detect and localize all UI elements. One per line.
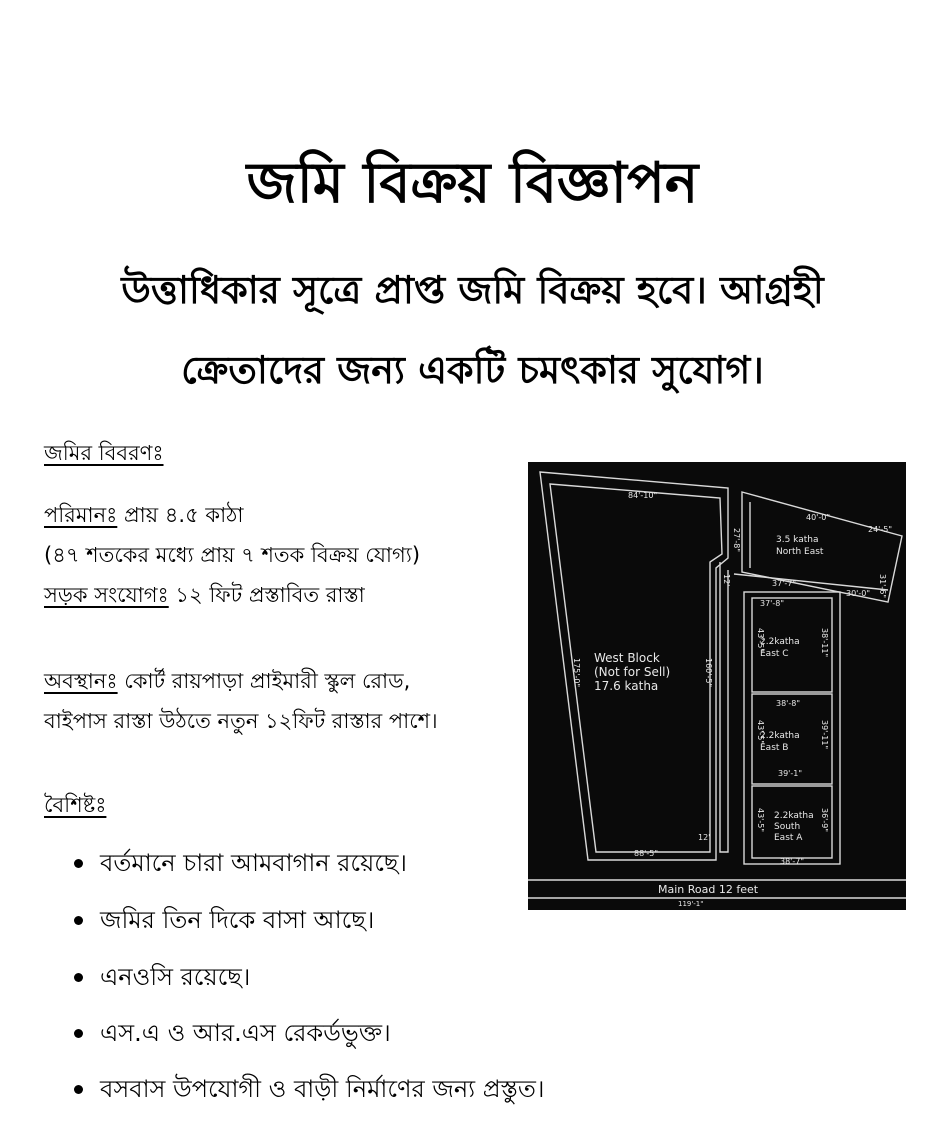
dim-c-top: 37'-8" (760, 599, 785, 608)
east-b-area: 2.2katha (760, 731, 800, 741)
east-c-name: East C (760, 649, 789, 659)
location-row (44, 666, 410, 696)
west-block-area: 17.6 katha (594, 679, 659, 693)
dim-west-bottom: 88'-5" (634, 849, 659, 858)
dim-passage-width: 12' (722, 574, 731, 587)
road-value: ১২ ফিট প্রস্তাবিত রাস্তা (175, 583, 365, 607)
dim-ne-bottom-right: 30'-0" (846, 589, 871, 598)
dim-passage-width-bottom: 12' (698, 833, 711, 842)
area-value: প্রায় ৪.৫ কাঠা (123, 503, 244, 527)
details-heading: জমির বিবরণঃ (44, 441, 164, 465)
page-title: জমি বিক্রয় বিজ্ঞাপন (246, 151, 699, 216)
plot-map (528, 462, 906, 910)
dim-a-top: 39'-1" (778, 769, 803, 778)
road-row (44, 580, 365, 610)
south-east-a-line3: East A (774, 833, 803, 843)
dim-ne-side: 31'-6" (878, 574, 887, 599)
area-label: পরিমানঃ (44, 503, 118, 527)
feature-item: জমির তিন দিকে বাসা আছে। (74, 903, 374, 937)
subtitle-line-2: ক্রেতাদের জন্য একটি চমৎকার সুযোগ। (181, 348, 764, 392)
west-block-label: West Block (594, 651, 660, 665)
feature-item: এস.এ ও আর.এস রেকর্ডভুক্ত। (74, 1016, 391, 1050)
subtitle-line-1: উত্তাধিকার সূত্রে প্রাপ্ত জমি বিক্রয় হবে। আগ্রহী (121, 268, 824, 312)
dim-b-right: 39'-11" (820, 720, 829, 750)
dim-ne-bottom: 37'-7" (772, 579, 797, 588)
east-b-name: East B (760, 743, 789, 753)
dim-road-length: 119'-1" (678, 900, 704, 908)
area-note: (৪৭ শতকের মধ্যে প্রায় ৭ শতক বিক্রয় যোগ্য) (44, 543, 421, 567)
dim-c-left: 43'-5" (756, 628, 765, 653)
passage-strip (720, 562, 728, 852)
dim-ne-left: 27'-8" (732, 528, 741, 553)
features-heading: বৈশিষ্টঃ (44, 793, 107, 817)
location-value: কোর্ট রায়পাড়া প্রাইমারী স্কুল রোড, (124, 669, 411, 693)
feature-item: বর্তমানে চারা আমবাগান রয়েছে। (74, 846, 407, 880)
east-c-area: 2.2katha (760, 637, 800, 647)
dim-ne-right: 24'-5" (868, 525, 893, 534)
north-east-area: 3.5 katha (776, 535, 819, 545)
dim-c-right: 38'-11" (820, 628, 829, 658)
dim-b-left: 43'-5" (756, 720, 765, 745)
dim-b-top: 38'-8" (776, 699, 801, 708)
road-label: সড়ক সংযোগঃ (44, 583, 169, 607)
south-east-a-area: 2.2katha (774, 811, 814, 821)
dim-west-left: 175'-0" (572, 658, 581, 688)
dim-west-right: 160'-5" (704, 658, 713, 688)
location-label: অবস্থানঃ (44, 669, 118, 693)
north-east-name: North East (776, 547, 824, 557)
dim-a-right: 36'-9" (820, 808, 829, 833)
dim-a-left: 43'-5" (756, 808, 765, 833)
dim-a-bottom: 38'-7" (780, 857, 805, 866)
feature-item: বসবাস উপযোগী ও বাড়ী নির্মাণের জন্য প্রস্তুত। (74, 1072, 545, 1106)
area-row (44, 500, 244, 530)
dim-top: 84'-10" (628, 491, 658, 500)
location-line-2: বাইপাস রাস্তা উঠতে নতুন ১২ফিট রাস্তার পাশে। (44, 709, 438, 733)
main-road-label: Main Road 12 feet (658, 883, 759, 896)
west-block-note: (Not for Sell) (594, 665, 671, 679)
dim-ne-top: 40'-0" (806, 513, 831, 522)
south-east-a-line2: South (774, 822, 801, 832)
feature-item: এনওসি রয়েছে। (74, 960, 250, 994)
